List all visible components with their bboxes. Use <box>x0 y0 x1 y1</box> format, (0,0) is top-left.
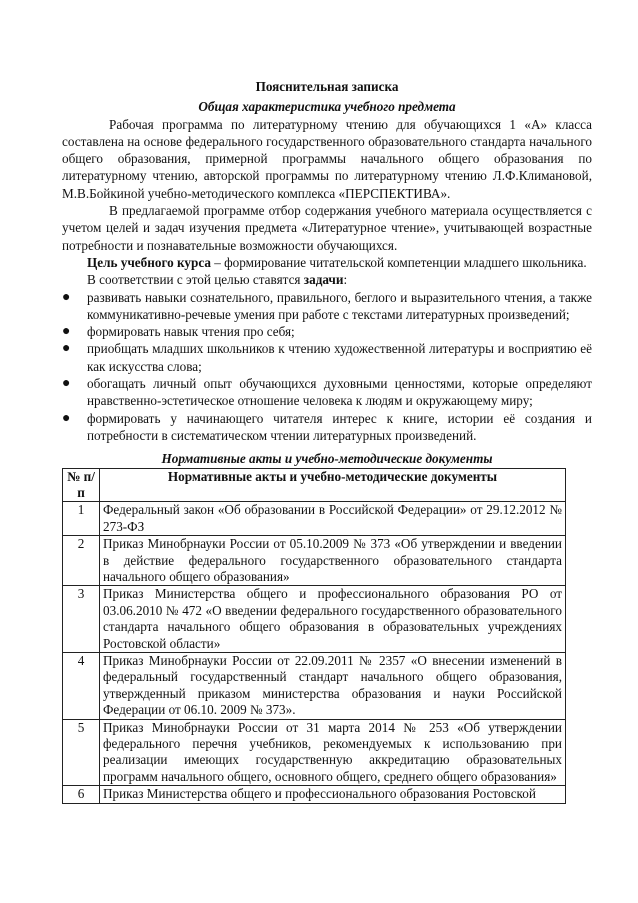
column-header-number: № п/п <box>63 468 100 502</box>
row-number: 1 <box>63 502 100 536</box>
goal-text: – формирование читательской компетенции младшего школьника. <box>210 254 587 270</box>
table-row <box>63 653 566 720</box>
row-document: Приказ Минобрнауки России от 22.09.2011 № 2357 «О внесении изменений в федеральный государственный стандарт начального общего образования, утвержденный приказом министерства образования и науки Российской Федерации от 06.10. 2009 № 373». <box>100 653 566 720</box>
row-number: 4 <box>63 653 100 720</box>
bullet-icon: ● <box>62 324 71 340</box>
row-number: 6 <box>63 786 100 803</box>
bullet-icon: ● <box>62 341 71 357</box>
list-item <box>62 410 592 445</box>
row-document: Приказ Минобрнауки России от 05.10.2009 № 373 «Об утверждении и введении в действие федерального государственного образовательного стандарта начального общего образования» <box>100 536 566 586</box>
table-header-row <box>63 468 566 502</box>
tasks-list <box>62 289 592 445</box>
document-page <box>62 78 592 804</box>
task-text: развивать навыки сознательного, правильного, беглого и выразительного чтения, а также коммуникативно-речевые умения при работе с текстами литературных произведений; <box>87 289 592 322</box>
task-text: формировать навык чтения про себя; <box>87 324 295 340</box>
row-document: Приказ Минобрнауки России от 31 марта 2014 № 253 «Об утверждении федерального перечня учебников, рекомендуемых к использованию при реализации имеющих государственную аккредитацию образовательных программ начального общего, основного общего, среднего общего образования» <box>100 719 566 786</box>
goal-paragraph <box>62 254 592 271</box>
row-document: Приказ Министерства общего и профессионального образования РО от 03.06.2010 № 472 «О введении федерального государственного образовательного стандарта начального общего образования в образовательных учреждениях Ростовской области» <box>100 586 566 653</box>
normative-docs-heading: Нормативные акты и учебно-методические документы <box>161 451 493 467</box>
normative-docs-table <box>62 468 566 804</box>
list-item <box>62 289 592 324</box>
subject-characteristics-heading: Общая характеристика учебного предмета <box>198 99 456 115</box>
content-selection-paragraph: В предлагаемой программе отбор содержания учебного материала осуществляется с учетом целей и задач изучения предмета «Литературное чтение», учитывающей возрастные потребности и познавательные возможности обучающихся. <box>62 203 592 253</box>
bullet-icon: ● <box>62 410 71 426</box>
tasks-intro-bold: задачи <box>303 272 344 288</box>
table-row <box>63 786 566 803</box>
list-item <box>62 375 592 410</box>
table-row <box>63 586 566 653</box>
tasks-intro-suffix: : <box>343 272 348 288</box>
intro-paragraph: Рабочая программа по литературному чтению для обучающихся 1 «А» класса составлена на основе федерального государственного образовательного стандарта начального общего образования, примерной программы начального общего образования по литературному чтению, авторской программы по литературному чтению Л.Ф.Климановой, М.В.Бойкиной учебно-методического комплекса «ПЕРСПЕКТИВА». <box>62 116 592 201</box>
tasks-intro <box>62 271 592 288</box>
list-item <box>62 323 592 340</box>
row-document: Федеральный закон «Об образовании в Российской Федерации» от 29.12.2012 № 273-ФЗ <box>100 502 566 536</box>
list-item <box>62 340 592 375</box>
table-row <box>63 502 566 536</box>
task-text: обогащать личный опыт обучающихся духовными ценностями, которые определяют нравственно-эстетическое отношение человека к людям и окружающему миру; <box>87 376 592 409</box>
goal-label: Цель учебного курса <box>87 254 211 270</box>
column-header-documents: Нормативные акты и учебно-методические документы <box>100 468 566 502</box>
task-text: формировать у начинающего читателя интерес к книге, истории её создания и потребности в систематическом чтении литературных произведений. <box>87 410 592 443</box>
row-number: 3 <box>63 586 100 653</box>
row-number: 5 <box>63 719 100 786</box>
table-row <box>63 719 566 786</box>
document-title: Пояснительная записка <box>255 79 399 94</box>
tasks-intro-prefix: В соответствии с этой целью ставятся <box>87 272 304 288</box>
bullet-icon: ● <box>62 289 71 305</box>
table-row <box>63 536 566 586</box>
bullet-icon: ● <box>62 376 71 392</box>
row-number: 2 <box>63 536 100 586</box>
row-document: Приказ Министерства общего и профессионального образования Ростовской <box>100 786 566 803</box>
task-text: приобщать младших школьников к чтению художественной литературы и восприятию её как искусства слова; <box>87 341 592 374</box>
